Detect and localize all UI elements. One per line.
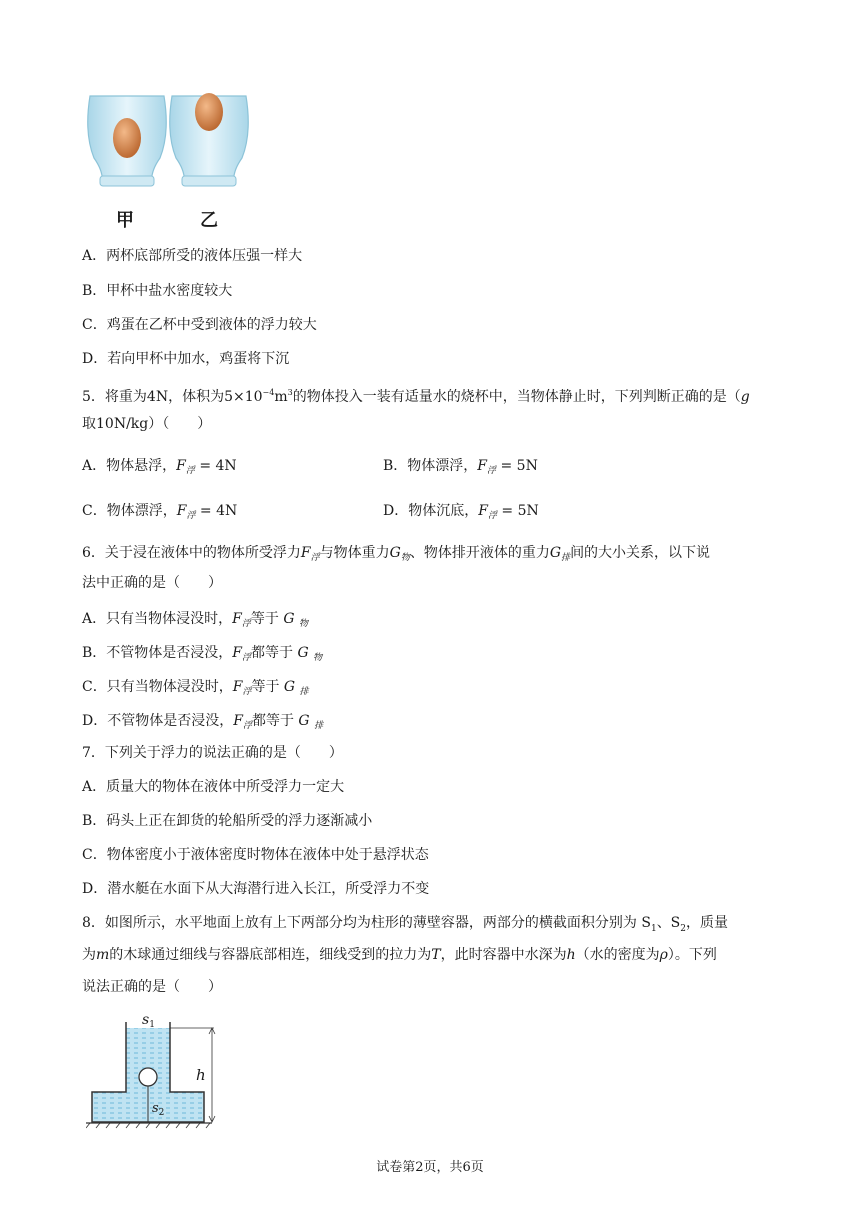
- q5-a-text: A．物体悬浮，: [82, 458, 177, 474]
- q7-option-b: B．码头上正在卸货的轮船所受的浮力逐渐减小: [82, 813, 373, 829]
- q4-option-d: D．若向甲杯中加水，鸡蛋将下沉: [82, 351, 290, 367]
- q6-c-f: F: [232, 679, 243, 695]
- q5-option-b: [383, 456, 538, 481]
- q6-d-f: F: [233, 713, 243, 729]
- q8-stem-line2: [82, 945, 717, 965]
- q6-stem-f: F: [300, 545, 311, 561]
- container-figure: [86, 1010, 226, 1130]
- q8-h: h: [566, 947, 576, 963]
- cup-jia: [88, 96, 167, 186]
- q6-stem-line2: 法中正确的是（ ）: [82, 575, 222, 591]
- q6-option-a: [82, 609, 308, 634]
- ground-hatch: [86, 1123, 210, 1128]
- q6-a-sub2: 物: [298, 619, 308, 629]
- q5-a-sub: 浮: [185, 466, 195, 476]
- q6-c-mid: 等于: [251, 679, 280, 695]
- q6-stem-b: 与物体重力: [319, 545, 390, 561]
- q5-d-sub: 浮: [487, 511, 497, 521]
- q5-b-f: F: [477, 458, 488, 474]
- q5-g: g: [740, 389, 750, 405]
- cup-yi: [170, 93, 249, 186]
- q6-c-sub2: 排: [299, 687, 309, 697]
- q8-l2-c: ，此时容器中水深为: [440, 947, 567, 963]
- egg-jia: [113, 118, 141, 158]
- q5-volume-exp: −4: [262, 388, 275, 397]
- q6-option-d: [82, 711, 323, 736]
- q8-m: m: [96, 947, 110, 963]
- q5-b-val: = 5N: [500, 458, 538, 474]
- q8-l2-b: 的木球通过细线与容器底部相连，细线受到的拉力为: [109, 947, 432, 963]
- q8-stem-line3: 说法正确的是（ ）: [82, 979, 222, 995]
- q6-b-mid: 都等于: [251, 645, 294, 661]
- q7-option-d: D．潜水艇在水面下从大海潜行进入长江，所受浮力不变: [82, 881, 430, 897]
- q4-option-c: C．鸡蛋在乙杯中受到液体的浮力较大: [82, 317, 317, 333]
- q6-b-sub1: 浮: [242, 653, 252, 663]
- q6-stem-line1: [82, 543, 710, 568]
- label-s2: $s_2$: [152, 1101, 165, 1118]
- q6-d-mid: 都等于: [251, 713, 294, 729]
- q6-a-mid: 等于: [250, 611, 279, 627]
- q6-stem-g1: G: [389, 545, 401, 561]
- q8-l2-a: 为: [82, 947, 96, 963]
- q5-option-d: [383, 501, 539, 526]
- q6-b-sub2: 物: [313, 653, 323, 663]
- q8-l1-sub2: 2: [680, 923, 687, 934]
- q5-stem-line2: 取10N/kg）（ ）: [82, 416, 212, 432]
- q8-l2-e: ）。下列: [667, 947, 717, 963]
- q6-stem-sub-pai: 排: [561, 553, 571, 563]
- q5-a-val: = 4N: [199, 458, 237, 474]
- q5-d-text: D．物体沉底，: [383, 503, 479, 519]
- label-h: h: [196, 1066, 206, 1084]
- q6-c-sub1: 浮: [242, 687, 252, 697]
- q6-b-f: F: [232, 645, 243, 661]
- q7-option-a: A．质量大的物体在液体中所受浮力一定大: [82, 779, 345, 795]
- wooden-ball: [139, 1068, 157, 1086]
- q6-stem-sub-fu: 浮: [310, 553, 320, 563]
- q6-stem-a: 6．关于浸在液体中的物体所受浮力: [82, 545, 301, 561]
- q5-stem-b: 的物体投入一装有适量水的烧杯中，当物体静止时，下列判断正确的是（: [292, 389, 741, 405]
- q5-d-f: F: [478, 503, 488, 519]
- q5-stem-line1: [82, 383, 750, 407]
- q5-b-text: B．物体漂浮，: [383, 458, 478, 474]
- q5-a-f: F: [176, 458, 186, 474]
- q6-option-c: [82, 677, 309, 702]
- q8-rho: ρ: [659, 947, 668, 963]
- q8-l1-mid: 、S: [656, 915, 681, 931]
- q6-d-pre: D．不管物体是否浸没，: [82, 713, 234, 729]
- q6-b-g: G: [297, 645, 309, 661]
- label-jia: 甲: [116, 210, 134, 231]
- label-yi: 乙: [200, 210, 218, 231]
- page-footer: 试卷第2页，共6页: [376, 1160, 484, 1175]
- q6-d-sub1: 浮: [242, 721, 252, 731]
- q8-stem-line1: [82, 913, 728, 939]
- q8-l1-end: ，质量: [686, 915, 729, 931]
- q6-option-b: [82, 643, 322, 668]
- q6-a-pre: A．只有当物体浸没时，: [82, 611, 233, 627]
- q5-volume-unit: m: [274, 389, 288, 405]
- cups-illustration: [84, 88, 254, 198]
- q8-l1-sub1: 1: [650, 923, 657, 934]
- q7-stem: 7．下列关于浮力的说法正确的是（ ）: [82, 745, 343, 761]
- q5-c-val: = 4N: [199, 503, 238, 519]
- q6-stem-c: 、物体排开液体的重力: [409, 545, 550, 561]
- q5-volume-base: 5×10: [224, 389, 263, 405]
- q5-d-val: = 5N: [501, 503, 539, 519]
- q6-b-pre: B．不管物体是否浸没，: [82, 645, 233, 661]
- q5-b-sub: 浮: [487, 466, 497, 476]
- egg-yi: [195, 93, 223, 131]
- q6-stem-sub-wu: 物: [400, 553, 410, 563]
- q6-d-g: G: [298, 713, 310, 729]
- q5-option-c: [82, 501, 237, 526]
- q6-a-f: F: [232, 611, 242, 627]
- q5-c-sub: 浮: [186, 511, 196, 521]
- container-diagram: [86, 1010, 226, 1130]
- q4-option-b: B．甲杯中盐水密度较大: [82, 283, 233, 299]
- q7-option-c: C．物体密度小于液体密度时物体在液体中处于悬浮状态: [82, 847, 429, 863]
- q6-c-pre: C．只有当物体浸没时，: [82, 679, 233, 695]
- q6-stem-g2: G: [549, 545, 562, 561]
- q8-l2-d: （水的密度为: [575, 947, 660, 963]
- q6-d-sub2: 排: [314, 721, 324, 731]
- q6-c-g: G: [283, 679, 296, 695]
- q8-t: T: [431, 947, 441, 963]
- q6-stem-d: 间的大小关系，以下说: [570, 545, 711, 561]
- q5-c-text: C．物体漂浮，: [82, 503, 177, 519]
- q5-stem-a: 5．将重为4N，体积为: [82, 389, 225, 405]
- q6-a-sub1: 浮: [241, 619, 251, 629]
- q4-option-a: A．两杯底部所受的液体压强一样大: [82, 248, 303, 264]
- q5-volume-unit-exp: 3: [287, 388, 293, 397]
- label-s1: $s_1$: [142, 1012, 155, 1030]
- cups-figure: [84, 88, 254, 238]
- q5-option-a: [82, 456, 237, 481]
- q5-c-f: F: [176, 503, 187, 519]
- q8-l1: 8．如图所示，水平地面上放有上下两部分均为柱形的薄壁容器，两部分的横截面积分别为 S: [82, 915, 651, 931]
- q6-a-g: G: [283, 611, 295, 627]
- q5-volume: [224, 389, 293, 405]
